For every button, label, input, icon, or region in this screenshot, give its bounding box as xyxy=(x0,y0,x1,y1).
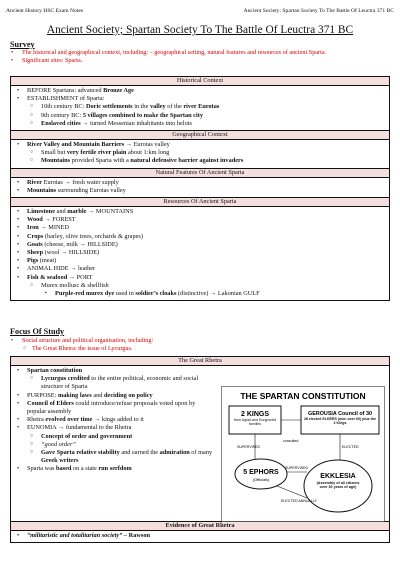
list-item: ○ Murex mollusc & shellfish xyxy=(15,282,385,290)
list-item: • Sparta was based on a state run serfdom xyxy=(15,465,215,473)
label-consulted: consulted xyxy=(283,439,299,443)
list-item: ○ Concept of order and government xyxy=(15,433,215,441)
gerousia-subtitle: 28 elected ELDERS (men over 60) plus the 2 Kings xyxy=(303,417,377,426)
list-item: ○ 10th century BC: Doric settlements in the valley of the river Eurotas xyxy=(15,103,385,111)
resources-cell xyxy=(11,207,390,301)
list-item: • Crops (barley, olive trees, orchards & grapes) xyxy=(15,233,385,241)
list-item: • Pigs (meat) xyxy=(15,257,385,265)
evidence-cell xyxy=(11,531,390,543)
list-item: • Goats (cheese, milk → HILLSIDE) xyxy=(15,241,385,249)
list-item: • ANIMAL HIDE → leather xyxy=(15,265,385,273)
spartan-constitution-diagram xyxy=(221,386,385,522)
list-item: • River Eurotas → fresh water supply xyxy=(15,179,385,187)
list-item: • Rhetra evolved over time → kings added to it xyxy=(15,416,215,424)
list-item: ○ 9th century BC: 5 villages combined to make the Spartan city xyxy=(15,112,385,120)
natural-features-heading: Natural Features Of Ancient Sparta xyxy=(11,168,390,177)
geographical-context-heading: Geographical Context xyxy=(11,131,390,140)
list-item: • Limestone and marble → MOUNTAINS xyxy=(15,208,385,216)
list-item: ○ Enslaved cities → turned Messenian inhabitants into helots xyxy=(15,120,385,128)
survey-heading: Survey xyxy=(10,40,35,49)
ephors-subtitle: (Officials) xyxy=(252,477,270,482)
focus-bullet-2: ○ The Great Rhetra: the issue of Lycurgus. xyxy=(10,345,388,353)
survey-bullet-1: • The historical and geographical context, including: – geographical setting, natural features and resources of ancient Sparta. xyxy=(10,49,388,57)
list-item: • “militaristic and totalitarian society” – Rawson xyxy=(15,532,385,540)
list-item: ○ Gave Sparta relative stability and earned the admiration of many Greek writers xyxy=(15,449,215,465)
list-item: • ESTABLISHMENT of Sparta: xyxy=(15,95,385,103)
historical-context-heading: Historical Context xyxy=(11,77,390,86)
list-item: ○ Small but very fertile river plain about 1:km long xyxy=(15,149,385,157)
list-item: • Mountains surrounding Eurotas valley xyxy=(15,187,385,195)
ephors-title: 5 EPHORS xyxy=(243,469,279,476)
ekklesia-subtitle: (Assembly of all citizens over 30 years of age) xyxy=(316,481,360,490)
label-elected-annually: ELECTED ANNUALLY xyxy=(281,499,318,503)
list-item: • EUNOMIA → fundamental to the Rhetra xyxy=(15,424,215,432)
great-rhetra-heading: The Great Rhetra xyxy=(11,357,390,366)
survey-bullet-2: • Significant sites: Sparta. xyxy=(10,57,388,65)
resources-heading: Resources Of Ancient Sparta xyxy=(11,198,390,207)
list-item: • Spartan constitution xyxy=(15,367,215,375)
list-item: ○ “good order” xyxy=(15,441,215,449)
header-right: Ancient Society: Spartan Society To The Battle Of Leuctra 371 BC xyxy=(243,8,394,14)
page-title: Ancient Society; Spartan Society To The Battle Of Leuctra 371 BC xyxy=(46,24,354,36)
list-item: • Iron → MINED xyxy=(15,224,385,232)
header-left: Ancient History HSC Exam Notes xyxy=(6,8,84,14)
list-item: • Fish & seafood → PORT xyxy=(15,274,385,282)
focus-list xyxy=(10,337,388,353)
list-item: • River Valley and Mountain Barriers → Eurotas valley xyxy=(15,141,385,149)
diagram-title: THE SPARTAN CONSTITUTION xyxy=(240,391,366,401)
historical-context-cell xyxy=(11,86,390,131)
list-item: • PURPOSE: making laws and deciding on policy xyxy=(15,392,215,400)
list-item: ○ Mountains provided Sparta with a natural defensive barrier against invaders xyxy=(15,157,385,165)
list-item: • BEFORE Spartans: advanced Bronze Age xyxy=(15,87,385,95)
survey-list xyxy=(10,49,388,65)
label-supervised-1: SUPERVISED xyxy=(237,445,261,449)
label-elected-1: ELECTED xyxy=(342,445,359,449)
list-item: • Wood → FOREST xyxy=(15,216,385,224)
page-header xyxy=(6,8,394,14)
ekklesia-title: EKKLESIA xyxy=(320,473,356,480)
label-supervised-2: SUPERVISED xyxy=(285,466,309,470)
list-item: ▪ Purple-red murex dye used in soldier’s cloaks (distinctive) → Lakonian GULF xyxy=(15,290,385,298)
list-item: ○ Lycurgus credited to the entire political, economic and social structure of Sparta xyxy=(15,375,215,391)
gerousia-title: GEROUSIA Council of 30 xyxy=(308,411,372,417)
geographical-context-cell xyxy=(11,140,390,169)
natural-features-cell xyxy=(11,177,390,197)
list-item: • Sheep (wool → HILLSIDE) xyxy=(15,249,385,257)
focus-bullet-1: • Social structure and political organisation, including: xyxy=(10,337,388,345)
evidence-heading: Evidence of Great Rhetra xyxy=(11,522,390,531)
kings-subtitle: from Agiad and Eurypontid families xyxy=(233,418,277,427)
context-table xyxy=(10,76,390,301)
focus-heading: Focus Of Study xyxy=(10,327,65,336)
kings-title: 2 KINGS xyxy=(240,411,270,418)
list-item: • Council of Elders could introduce/refuse proposals voted upon by popular assembly xyxy=(15,400,215,416)
